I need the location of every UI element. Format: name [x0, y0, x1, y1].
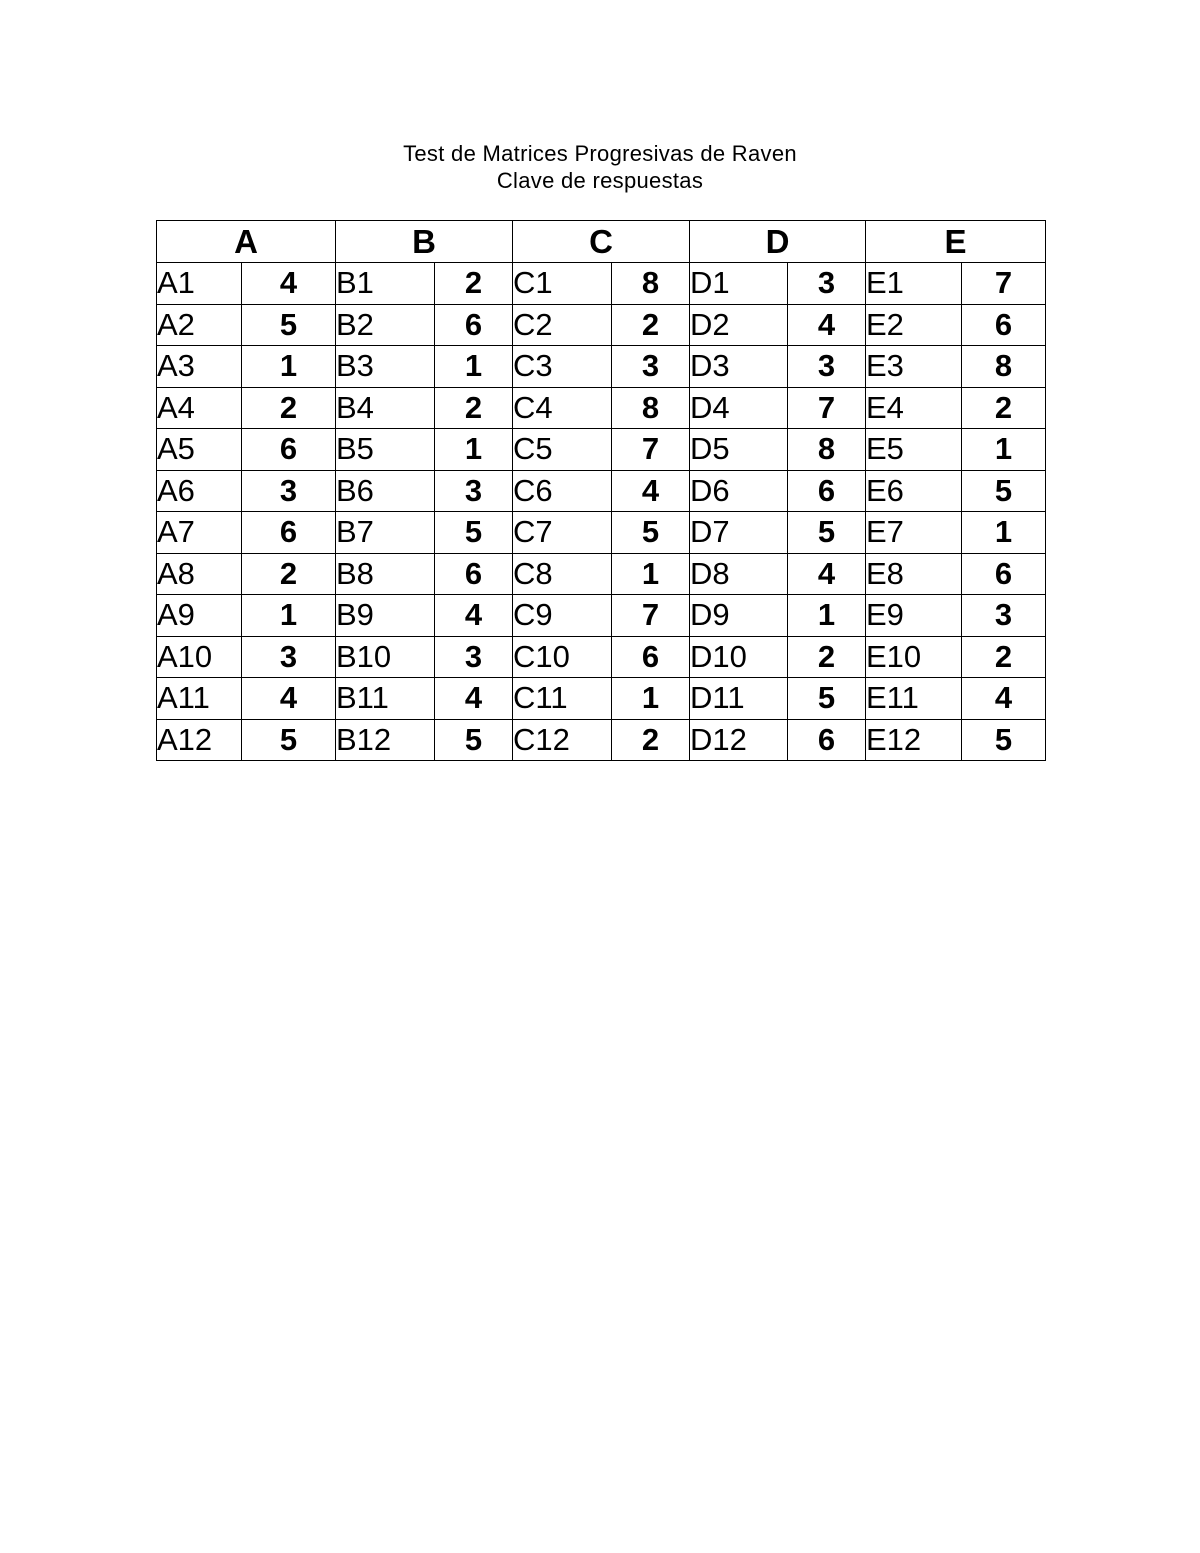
table-row: [157, 470, 1046, 512]
answer-value: 2: [242, 387, 336, 429]
item-label: C11: [513, 678, 612, 720]
table-row: [157, 719, 1046, 761]
item-label: B6: [336, 470, 435, 512]
answer-value: 1: [435, 346, 513, 388]
item-label: D8: [690, 553, 788, 595]
answer-value: 4: [435, 595, 513, 637]
table-row: [157, 595, 1046, 637]
table-row: [157, 429, 1046, 471]
item-label: C9: [513, 595, 612, 637]
item-label: C5: [513, 429, 612, 471]
item-label: E2: [866, 304, 962, 346]
item-label: A6: [157, 470, 242, 512]
answer-value: 8: [612, 263, 690, 305]
answer-value: 5: [788, 512, 866, 554]
answer-value: 4: [788, 304, 866, 346]
item-label: E5: [866, 429, 962, 471]
answer-value: 1: [435, 429, 513, 471]
answer-value: 3: [788, 263, 866, 305]
item-label: D12: [690, 719, 788, 761]
item-label: A3: [157, 346, 242, 388]
series-header-e: E: [866, 221, 1046, 263]
answer-value: 2: [962, 636, 1046, 678]
item-label: C8: [513, 553, 612, 595]
item-label: D2: [690, 304, 788, 346]
answer-value: 6: [962, 304, 1046, 346]
item-label: C7: [513, 512, 612, 554]
answer-value: 1: [962, 512, 1046, 554]
item-label: B10: [336, 636, 435, 678]
item-label: E10: [866, 636, 962, 678]
item-label: D11: [690, 678, 788, 720]
item-label: D3: [690, 346, 788, 388]
item-label: B5: [336, 429, 435, 471]
item-label: D5: [690, 429, 788, 471]
answer-value: 2: [962, 387, 1046, 429]
answer-value: 5: [242, 719, 336, 761]
answer-value: 8: [612, 387, 690, 429]
answer-value: 1: [242, 595, 336, 637]
item-label: E1: [866, 263, 962, 305]
document-subtitle: Clave de respuestas: [496, 168, 704, 193]
item-label: A5: [157, 429, 242, 471]
answer-value: 3: [242, 636, 336, 678]
answer-value: 4: [242, 678, 336, 720]
item-label: A2: [157, 304, 242, 346]
answer-value: 4: [242, 263, 336, 305]
document-heading: [0, 140, 1200, 194]
answer-value: 3: [435, 470, 513, 512]
answer-value: 6: [612, 636, 690, 678]
table-row: [157, 512, 1046, 554]
answer-value: 3: [788, 346, 866, 388]
answer-value: 5: [962, 719, 1046, 761]
item-label: B4: [336, 387, 435, 429]
item-label: B3: [336, 346, 435, 388]
table-row: [157, 553, 1046, 595]
answer-value: 3: [612, 346, 690, 388]
answer-value: 6: [242, 512, 336, 554]
item-label: D9: [690, 595, 788, 637]
answer-value: 1: [788, 595, 866, 637]
item-label: E11: [866, 678, 962, 720]
item-label: C3: [513, 346, 612, 388]
item-label: A1: [157, 263, 242, 305]
item-label: C12: [513, 719, 612, 761]
answer-value: 5: [242, 304, 336, 346]
answer-value: 6: [788, 470, 866, 512]
item-label: D7: [690, 512, 788, 554]
answer-value: 4: [788, 553, 866, 595]
item-label: B1: [336, 263, 435, 305]
series-header-c: C: [513, 221, 690, 263]
item-label: A9: [157, 595, 242, 637]
answer-value: 1: [962, 429, 1046, 471]
answer-value: 8: [962, 346, 1046, 388]
answer-value: 6: [435, 304, 513, 346]
answer-value: 8: [788, 429, 866, 471]
item-label: C6: [513, 470, 612, 512]
answer-value: 1: [612, 553, 690, 595]
item-label: A10: [157, 636, 242, 678]
item-label: A4: [157, 387, 242, 429]
item-label: E7: [866, 512, 962, 554]
answer-value: 5: [435, 512, 513, 554]
item-label: C4: [513, 387, 612, 429]
item-label: D10: [690, 636, 788, 678]
item-label: B8: [336, 553, 435, 595]
series-header-b: B: [336, 221, 513, 263]
item-label: C10: [513, 636, 612, 678]
item-label: A12: [157, 719, 242, 761]
item-label: B12: [336, 719, 435, 761]
answer-key-body: [157, 263, 1046, 761]
item-label: D6: [690, 470, 788, 512]
answer-value: 6: [435, 553, 513, 595]
item-label: B9: [336, 595, 435, 637]
table-row: [157, 263, 1046, 305]
item-label: A8: [157, 553, 242, 595]
item-label: E6: [866, 470, 962, 512]
item-label: A7: [157, 512, 242, 554]
answer-value: 2: [242, 553, 336, 595]
answer-value: 7: [612, 595, 690, 637]
series-header-d: D: [690, 221, 866, 263]
answer-value: 7: [788, 387, 866, 429]
answer-value: 5: [435, 719, 513, 761]
answer-value: 6: [962, 553, 1046, 595]
answer-value: 4: [962, 678, 1046, 720]
answer-value: 5: [788, 678, 866, 720]
item-label: A11: [157, 678, 242, 720]
item-label: E12: [866, 719, 962, 761]
answer-value: 3: [435, 636, 513, 678]
answer-value: 4: [612, 470, 690, 512]
item-label: C2: [513, 304, 612, 346]
item-label: E8: [866, 553, 962, 595]
answer-value: 3: [962, 595, 1046, 637]
table-row: [157, 304, 1046, 346]
item-label: B11: [336, 678, 435, 720]
answer-value: 2: [435, 263, 513, 305]
item-label: C1: [513, 263, 612, 305]
header-row: [157, 221, 1046, 263]
answer-value: 1: [242, 346, 336, 388]
table-row: [157, 346, 1046, 388]
item-label: B7: [336, 512, 435, 554]
answer-value: 5: [962, 470, 1046, 512]
series-header-a: A: [157, 221, 336, 263]
answer-value: 7: [962, 263, 1046, 305]
answer-key-table: [156, 220, 1046, 761]
answer-value: 2: [788, 636, 866, 678]
table-row: [157, 636, 1046, 678]
answer-value: 3: [242, 470, 336, 512]
answer-value: 6: [242, 429, 336, 471]
answer-value: 1: [612, 678, 690, 720]
table-row: [157, 387, 1046, 429]
table-row: [157, 678, 1046, 720]
item-label: E9: [866, 595, 962, 637]
answer-value: 5: [612, 512, 690, 554]
answer-value: 4: [435, 678, 513, 720]
item-label: D4: [690, 387, 788, 429]
item-label: B2: [336, 304, 435, 346]
answer-value: 2: [612, 719, 690, 761]
item-label: D1: [690, 263, 788, 305]
item-label: E3: [866, 346, 962, 388]
answer-value: 6: [788, 719, 866, 761]
answer-value: 7: [612, 429, 690, 471]
document-title: Test de Matrices Progresivas de Raven: [403, 141, 797, 166]
item-label: E4: [866, 387, 962, 429]
answer-value: 2: [612, 304, 690, 346]
answer-value: 2: [435, 387, 513, 429]
